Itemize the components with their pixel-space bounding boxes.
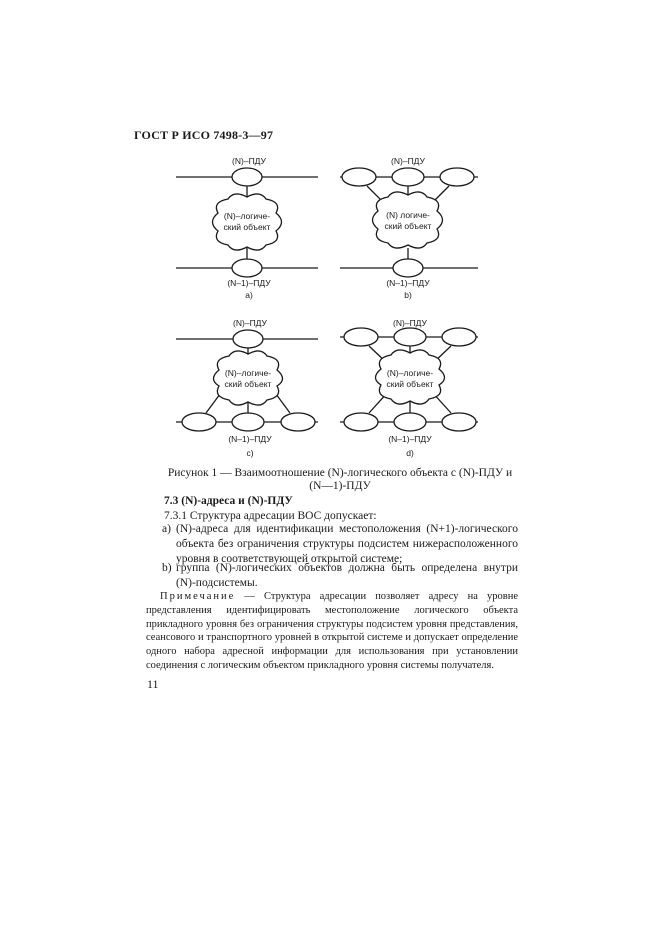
panel-d-bottom-label: (N–1)–ПДУ [388,434,432,444]
entity-cloud [214,351,283,405]
panel-a-top-label: (N)–ПДУ [232,156,266,166]
figure-caption-line2: (N—1)-ПДУ [309,480,371,492]
panel-c-entity-line1: (N)–логиче- [224,368,272,378]
section-paragraph: 7.3.1 Структура адресации ВОС допускает: [164,510,377,522]
page-number: 11 [147,677,159,691]
list-item-text: (N)-адреса для идентификации местоположения (N+1)-логического объекта без ограничения структуры подсистем нижерасположенного уровня в соответствующей открытой системе; [176,523,518,565]
section-title: 7.3 (N)-адреса и (N)-ПДУ [164,495,293,507]
panel-a-letter: a) [245,290,253,300]
list-item-label: b) [162,562,172,574]
note-paragraph [146,590,518,673]
list-item-label: a) [162,523,171,535]
list-item-text: группа (N)-логических объектов должна быть определена внутри (N)-подсистемы. [176,562,518,589]
figure-caption-line1: Рисунок 1 — Взаимоотношение (N)-логического объекта с (N)-ПДУ и [167,467,513,479]
document-header: ГОСТ Р ИСО 7498-3—97 [134,128,274,142]
note-text: — Структура адресации позволяет адресу на уровне представления идентифицировать местоположение логического объекта прикладного уровня без ограничения структуры подсистем уровня представления, сеансового и транспортного уровней в открытой системе и допускает определение одного набора адресной информации для использования при установлении соединения с логическим объектом прикладного уровня системы получателя. [146,591,518,671]
panel-b-bottom-label: (N–1)–ПДУ [386,278,430,288]
entity-cloud [373,192,443,248]
panel-b-top-label: (N)–ПДУ [391,156,425,166]
panel-d-entity-line1: (N)–логиче- [386,368,434,378]
panel-c-top-label: (N)–ПДУ [233,318,267,328]
panel-c-letter: c) [246,448,254,458]
list-item-b [162,561,518,591]
panel-a-entity-line1: (N)–логиче- [223,211,271,221]
panel-d-top-label: (N)–ПДУ [393,318,427,328]
panel-a-bottom-label: (N–1)–ПДУ [227,278,271,288]
panel-b-entity-line2: ский объект [384,221,432,231]
panel-c-entity-line2: ский объект [224,379,272,389]
panel-d-letter: d) [406,448,414,458]
panel-b-entity-line1: (N) логиче- [386,210,430,220]
panel-a-entity-line2: ский объект [223,222,271,232]
panel-d-entity-line2: ский объект [386,379,434,389]
note-heading: Примечание [160,591,236,602]
panel-c-bottom-label: (N–1)–ПДУ [228,434,272,444]
panel-b-letter: b) [404,290,412,300]
